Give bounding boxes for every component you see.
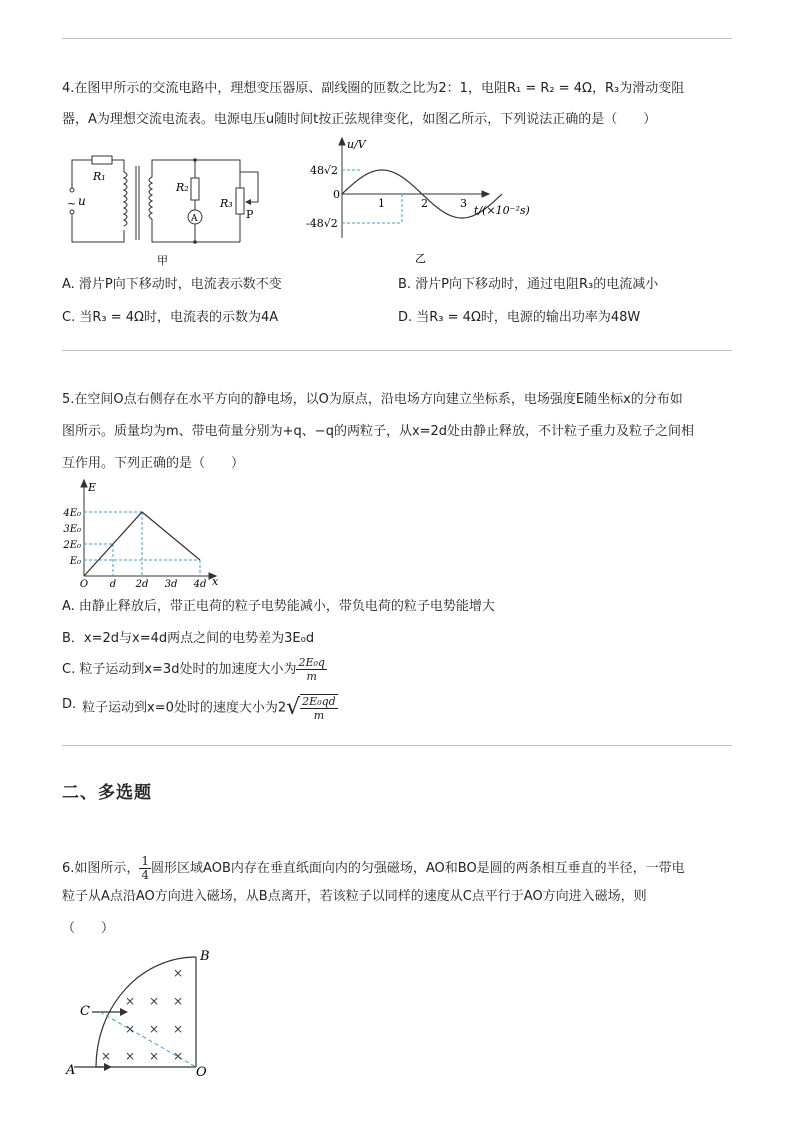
q5-field-chart [62,476,232,591]
q6-quarter-circle-figure [62,942,222,1082]
q6-text-line1 [62,855,685,882]
label-r3: R₃ [220,197,233,210]
q4-option-d: D. 当R₃ = 4Ω时，电源的输出功率为48W [398,310,641,325]
field-cross-mark: × [148,994,160,1008]
field-cross-mark: × [172,966,184,980]
ytick-top: 48√2 [310,164,339,177]
q5-text-line1: 5.在空间O点右侧存在水平方向的静电场，以O为原点，沿电场方向建立坐标系，电场强度E随坐标x的分布如 [62,392,683,407]
q5-option-c-fraction [296,656,326,683]
x-tick-2: 2d [135,579,149,590]
q6-text-line3: （ ） [62,921,115,936]
q4-voltage-graph [300,134,540,269]
q5-option-d-text: 粒子运动到x=0处时的速度大小为2 [82,700,287,716]
y-tick-4: 4E₀ [63,508,81,519]
field-cross-mark: × [172,1022,184,1036]
q4-circuit-figure [62,152,277,270]
x-tick-3: 3d [164,579,178,590]
y-tick-3: 3E₀ [63,524,81,535]
ytick-bottom: -48√2 [306,217,338,230]
q4-option-c: C. 当R₃ = 4Ω时，电流表的示数为4A [62,310,279,325]
q5-option-d-label: D. [62,697,77,712]
xtick-3: 3 [460,197,467,210]
chart-y-label: E [88,481,97,494]
field-cross-mark: × [124,1022,136,1036]
y-tick-2: 2E₀ [63,540,81,551]
field-cross-mark: × [172,994,184,1008]
fraction-numerator: 1 [141,854,150,868]
q5-option-d [82,694,338,722]
sqrt-sign: √ [286,695,301,720]
q6-text-line2: 粒子从A点沿AO方向进入磁场，从B点离开，若该粒子以同样的速度从C点平行于AO方向进入磁场，则 [62,889,647,904]
label-r2: R₂ [176,181,189,194]
point-o-label: O [196,1065,207,1080]
fraction-denominator: 4 [141,868,150,882]
q4-text-line2: 器，A为理想交流电流表。电源电压u随时间t按正弦规律变化，如图乙所示，下列说法正确的是（ ） [62,112,657,127]
fraction-denominator: m [306,670,317,683]
y-tick-1: E₀ [69,556,81,567]
label-p: P [246,208,254,221]
field-cross-mark: × [100,1049,112,1063]
field-cross-mark: × [124,994,136,1008]
caption-jia: 甲 [157,254,168,267]
divider-q5-section [62,745,732,746]
y-axis-label: u/V [347,138,366,151]
field-cross-mark: × [148,1049,160,1063]
label-tilde: ~ [67,197,77,210]
q6-quarter-fraction [139,855,151,882]
fraction-numerator: 2E₀q [298,656,325,669]
label-r1: R₁ [93,170,106,183]
q5-option-a: A. 由静止释放后，带正电荷的粒子电势能减小，带负电荷的粒子电势能增大 [62,599,495,614]
field-cross-mark: × [172,1049,184,1063]
ytick-zero: 0 [333,188,340,201]
field-cross-mark: × [148,1022,160,1036]
xtick-1: 1 [378,197,385,210]
q6-prefix: 6.如图所示， [62,861,140,876]
q4-option-b: B. 滑片P向下移动时，通过电阻R₃的电流减小 [398,277,659,292]
fraction-numerator: 2E₀qd [302,695,336,708]
x-axis-label: t/(×10⁻²s) [474,204,530,217]
section-title: 二、多选题 [62,783,152,803]
q5-option-c-text: C. 粒子运动到x=3d处时的加速度大小为 [62,662,297,677]
q5-text-line2: 图所示。质量均为m、带电荷量分别为+q、−q的两粒子，从x=2d处由静止释放，不计粒子重力及粒子之间相 [62,424,695,439]
divider-q4-q5 [62,350,732,351]
ammeter-label: A [191,214,198,224]
x-tick-1: d [109,579,117,590]
x-tick-0: O [79,579,89,590]
q6-line1-rest: 圆形区域AOB内存在垂直纸面向内的匀强磁场，AO和BO是圆的两条相互垂直的半径，一带电 [151,861,685,876]
top-divider [62,38,732,39]
label-u: u [78,194,86,208]
point-b-label: B [200,949,210,964]
q5-text-line3: 互作用。下列正确的是（ ） [62,456,245,471]
xtick-2: 2 [421,197,428,210]
q5-option-d-fraction [300,694,338,722]
chart-x-label: x [212,575,219,588]
point-a-label: A [66,1063,76,1078]
field-cross-mark: × [124,1049,136,1063]
caption-yi: 乙 [415,252,426,265]
arrow-c-head [120,1008,128,1016]
q4-option-a: A. 滑片P向下移动时，电流表示数不变 [62,277,282,292]
arrow-a-head [104,1063,112,1071]
x-tick-4: 4d [193,579,207,590]
q5-option-c [62,656,327,683]
point-c-label: C [80,1004,90,1019]
fraction-denominator: m [313,709,325,722]
q4-text-line1: 4.在图甲所示的交流电路中，理想变压器原、副线圈的匝数之比为2：1，电阻R₁ = R₂ = 4Ω，R₃为滑动变阻 [62,81,685,96]
q5-option-b: B．x=2d与x=4d两点之间的电势差为3E₀d [62,631,315,646]
